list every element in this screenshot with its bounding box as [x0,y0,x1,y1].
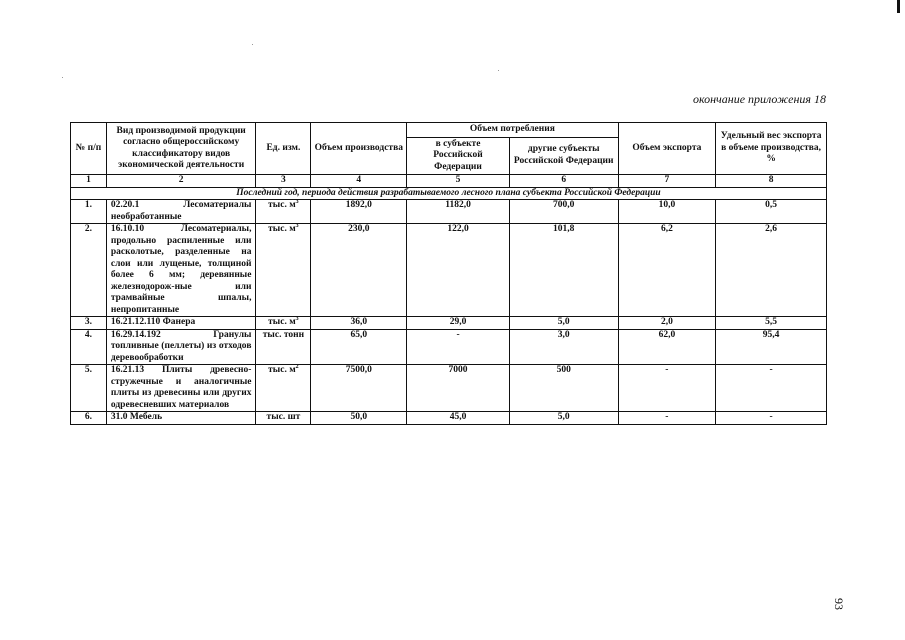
row-share: 2,6 [716,224,827,317]
row-in-subject: 29,0 [407,317,510,330]
unit-superscript: 3 [295,222,299,229]
unit-text: тыс. м [268,317,296,327]
table-row [71,224,827,317]
table-row [71,317,827,330]
header-volume: Объем производства [311,123,407,175]
row-number: 3. [71,317,107,330]
row-share: - [716,365,827,412]
row-share: 0,5 [716,200,827,224]
row-volume: 230,0 [311,224,407,317]
col-number: 8 [716,175,827,188]
header-unit: Ед. изм. [256,123,311,175]
row-export: - [618,412,716,425]
unit-text: тыс. м [268,200,296,210]
unit-text: тыс. тонн [262,329,305,340]
row-other-subjects: 500 [509,365,618,412]
row-share: 5,5 [716,317,827,330]
row-export: 10,0 [618,200,716,224]
row-other-subjects: 5,0 [509,317,618,330]
col-number: 5 [407,175,510,188]
row-other-subjects: 3,0 [509,329,618,365]
header-share: Удельный вес экспорта в объеме производства, % [716,123,827,175]
row-volume: 1892,0 [311,200,407,224]
row-number: 5. [71,365,107,412]
row-in-subject: 122,0 [407,224,510,317]
row-volume: 65,0 [311,329,407,365]
row-share: 95,4 [716,329,827,365]
unit-superscript: 3 [295,198,299,205]
row-unit [256,412,311,425]
row-export: 2,0 [618,317,716,330]
row-export: - [618,365,716,412]
row-number: 1. [71,200,107,224]
row-number: 6. [71,412,107,425]
row-in-subject: 1182,0 [407,200,510,224]
page-number: 93 [832,598,846,610]
row-volume: 7500,0 [311,365,407,412]
row-product: 31.0 Мебель [106,412,256,425]
row-number: 2. [71,224,107,317]
row-product: 16.21.12.110 Фанера [106,317,256,330]
row-in-subject: - [407,329,510,365]
unit-superscript: 2 [295,363,299,370]
row-unit [256,200,311,224]
row-export: 62,0 [618,329,716,365]
row-other-subjects: 700,0 [509,200,618,224]
unit-superscript: 3 [295,315,299,322]
unit-text: тыс. шт [266,412,301,422]
row-unit [256,224,311,317]
table-row [71,365,827,412]
col-number: 6 [509,175,618,188]
row-number: 4. [71,329,107,365]
row-unit [256,317,311,330]
col-number: 7 [618,175,716,188]
header-product: Вид производимой продукции согласно общероссийскому классификатору видов экономической деятельности [106,123,256,175]
appendix-caption: окончание приложения 18 [692,92,826,106]
row-product: 16.10.10 Лесоматериалы, продольно распиленные или расколотые, разделенные на слои или лущеные, толщиной более 6 мм; деревянные железнодорож-ные или трамвайные шпалы, непропитанные [106,224,256,317]
row-volume: 50,0 [311,412,407,425]
row-other-subjects: 101,8 [509,224,618,317]
table-row [71,200,827,224]
col-number: 3 [256,175,311,188]
table-row [71,329,827,365]
row-product: 02.20.1 Лесоматериалы необработанные [106,200,256,224]
row-other-subjects: 5,0 [509,412,618,425]
header-export: Объем экспорта [618,123,716,175]
unit-text: тыс. м [268,365,296,375]
row-unit [256,365,311,412]
row-in-subject: 45,0 [407,412,510,425]
col-number: 2 [106,175,256,188]
col-number: 1 [71,175,107,188]
unit-text: тыс. м [268,224,296,234]
row-unit [256,329,311,365]
row-in-subject: 7000 [407,365,510,412]
row-product: 16.21.13 Плиты древесно-стружечные и аналогичные плиты из древесины или других одревесневших материалов [106,365,256,412]
header-other-subjects: другие субъекты Российской Федерации [509,137,618,175]
row-volume: 36,0 [311,317,407,330]
row-product: 16.29.14.192 Гранулы топливные (пеллеты) из отходов деревообработки [106,329,256,365]
header-no: № п/п [71,123,107,175]
table-row [71,412,827,425]
header-consumption: Объем потребления [407,123,618,138]
section-title: Последний год, периода действия разрабатываемого лесного плана субъекта Российской Федерации [71,187,827,200]
row-share: - [716,412,827,425]
edge-mark [897,0,900,13]
header-in-subject: в субъекте Российской Федерации [407,137,510,175]
production-table [70,122,827,425]
row-export: 6,2 [618,224,716,317]
col-number: 4 [311,175,407,188]
